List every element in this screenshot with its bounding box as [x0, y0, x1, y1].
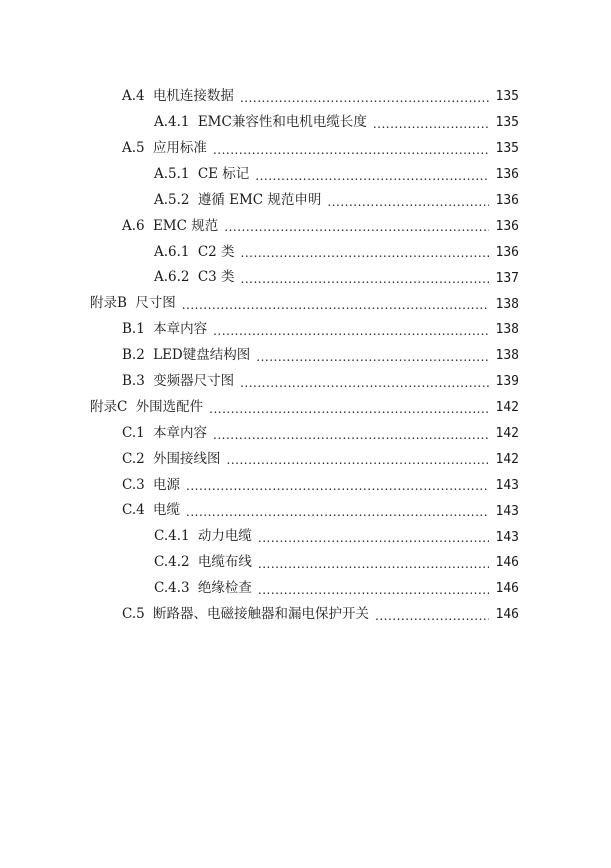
toc-entry[interactable]	[0, 369, 611, 395]
toc-entry-label	[122, 217, 219, 234]
toc-entry-label	[90, 398, 204, 415]
toc-entry-title: 电缆布线	[197, 554, 252, 571]
toc-entry-title: 遵循 EMC 规范申明	[197, 191, 322, 208]
toc-entry-label	[122, 450, 221, 467]
toc-entry-number: B.2	[122, 347, 145, 364]
toc-leader-dots	[373, 118, 489, 130]
toc-entry[interactable]	[0, 213, 611, 239]
toc-entry-title: 外围接线图	[153, 450, 221, 467]
toc-entry-page: 136	[495, 244, 519, 260]
toc-entry-title: 本章内容	[153, 321, 208, 338]
toc-entry-title: C3 类	[197, 269, 235, 286]
toc-leader-dots	[258, 532, 489, 544]
toc-entry-title: 电源	[153, 476, 181, 493]
toc-entry-label	[122, 424, 208, 441]
table-of-contents	[0, 84, 611, 628]
toc-entry-number: C.4.1	[154, 528, 190, 545]
toc-entry-title: CE 标记	[197, 165, 250, 182]
toc-entry-page: 135	[495, 141, 519, 157]
toc-entry-label	[122, 139, 207, 156]
toc-entry-label	[154, 582, 252, 596]
toc-entry-page: 136	[495, 218, 519, 234]
toc-entry-number: B.1	[122, 321, 145, 338]
toc-entry-page: 143	[495, 503, 519, 519]
toc-leader-dots	[240, 92, 489, 104]
toc-entry[interactable]	[0, 446, 611, 472]
toc-entry-number: A.4.1	[154, 114, 190, 131]
toc-leader-dots	[241, 273, 489, 285]
toc-entry[interactable]	[0, 498, 611, 524]
toc-leader-dots	[182, 299, 489, 311]
toc-entry-label	[154, 530, 252, 544]
toc-leader-dots	[209, 403, 489, 415]
toc-entry-label	[122, 372, 235, 389]
toc-entry-title: 动力电缆	[197, 528, 252, 545]
toc-entry[interactable]	[0, 550, 611, 576]
toc-entry-page: 142	[495, 451, 519, 467]
toc-entry-number: C.5	[122, 606, 145, 622]
toc-leader-dots	[258, 558, 489, 570]
toc-leader-dots	[375, 610, 489, 622]
toc-entry-number: A.6.1	[154, 243, 190, 260]
toc-entry[interactable]	[0, 576, 611, 602]
toc-entry-number: A.4	[122, 88, 145, 105]
toc-leader-dots	[227, 454, 489, 466]
toc-entry-title: 应用标准	[152, 139, 207, 156]
toc-entry-number: C.1	[122, 424, 145, 441]
toc-entry-page: 142	[495, 426, 519, 442]
toc-entry-page: 142	[495, 400, 519, 416]
toc-entry-title: 电机连接数据	[152, 88, 234, 105]
toc-entry-title: C2 类	[197, 243, 235, 260]
toc-entry-page: 135	[495, 115, 519, 131]
toc-entry-number: C.2	[122, 450, 145, 467]
toc-entry-page: 138	[495, 348, 519, 364]
toc-leader-dots	[241, 247, 489, 259]
toc-entry-title: 电缆	[153, 502, 181, 519]
toc-leader-dots	[256, 351, 489, 363]
toc-entry-label	[154, 165, 250, 182]
toc-entry-label	[154, 556, 252, 570]
toc-entry-page: 135	[495, 89, 519, 105]
toc-entry[interactable]	[0, 602, 611, 628]
toc-entry-number: B.3	[122, 372, 145, 389]
toc-entry[interactable]	[0, 188, 611, 214]
toc-entry-label	[122, 608, 369, 622]
toc-entry-number: A.5.1	[154, 165, 190, 182]
toc-entry-label	[90, 297, 176, 311]
toc-entry-page: 146	[495, 607, 519, 623]
toc-entry[interactable]	[0, 317, 611, 343]
toc-entry[interactable]	[0, 291, 611, 317]
toc-entry[interactable]	[0, 343, 611, 369]
toc-entry-number: C.4	[122, 502, 145, 519]
toc-entry-page: 136	[495, 167, 519, 183]
toc-leader-dots	[213, 429, 489, 441]
toc-entry-title: 本章内容	[153, 424, 208, 441]
toc-entry-title: LED键盘结构图	[153, 347, 251, 364]
toc-entry[interactable]	[0, 395, 611, 421]
toc-entry-number: 附录B	[90, 295, 127, 312]
toc-entry[interactable]	[0, 162, 611, 188]
toc-leader-dots	[255, 170, 489, 182]
toc-leader-dots	[327, 196, 489, 208]
toc-entry-number: C.3	[122, 476, 145, 493]
toc-entry-number: A.6	[122, 217, 145, 234]
toc-entry-number: C.4.3	[154, 580, 190, 597]
toc-entry-page: 136	[495, 193, 519, 208]
toc-entry-number: A.6.2	[154, 269, 190, 286]
toc-entry-label	[122, 90, 234, 104]
toc-entry-label	[154, 191, 322, 208]
toc-leader-dots	[186, 480, 489, 492]
toc-entry-page: 139	[495, 374, 519, 390]
toc-leader-dots	[240, 377, 489, 389]
toc-entry-title: 绝缘检查	[197, 580, 252, 597]
toc-leader-dots	[213, 325, 489, 337]
toc-entry-title: EMC 规范	[152, 217, 219, 234]
toc-entry[interactable]	[0, 265, 611, 291]
toc-entry-page: 146	[495, 555, 519, 571]
toc-entry-title: 断路器、电磁接触器和漏电保护开关	[153, 606, 370, 622]
toc-entry-title: 尺寸图	[135, 295, 176, 312]
toc-entry-page: 143	[495, 477, 519, 493]
toc-entry-page: 138	[495, 322, 519, 338]
toc-entry-page: 143	[495, 529, 519, 545]
toc-entry-label	[122, 504, 180, 518]
toc-leader-dots	[258, 584, 489, 596]
toc-entry-number: C.4.2	[154, 554, 190, 571]
toc-entry[interactable]	[0, 472, 611, 498]
toc-entry-title: EMC兼容性和电机电缆长度	[197, 114, 367, 131]
toc-entry-page: 146	[495, 581, 519, 597]
toc-entry-label	[154, 271, 235, 285]
toc-entry[interactable]	[0, 110, 611, 136]
toc-entry[interactable]	[0, 84, 611, 110]
toc-entry-title: 变频器尺寸图	[153, 372, 235, 389]
toc-entry-label	[154, 116, 367, 130]
toc-entry-number: A.5.2	[154, 191, 190, 208]
toc-entry-label	[122, 323, 207, 337]
toc-entry-label	[122, 476, 181, 493]
toc-entry-title: 外围选配件	[135, 398, 204, 415]
toc-entry-number: 附录C	[90, 398, 128, 415]
toc-entry[interactable]	[0, 524, 611, 550]
toc-leader-dots	[186, 506, 489, 518]
toc-entry-label	[122, 349, 250, 363]
toc-entry-page: 137	[495, 270, 519, 286]
toc-entry[interactable]	[0, 421, 611, 447]
toc-entry-page: 138	[495, 296, 519, 312]
toc-leader-dots	[213, 144, 489, 156]
toc-entry[interactable]	[0, 136, 611, 162]
toc-entry-label	[154, 243, 235, 260]
toc-leader-dots	[224, 221, 489, 233]
toc-entry[interactable]	[0, 239, 611, 265]
toc-entry-number: A.5	[122, 139, 145, 156]
